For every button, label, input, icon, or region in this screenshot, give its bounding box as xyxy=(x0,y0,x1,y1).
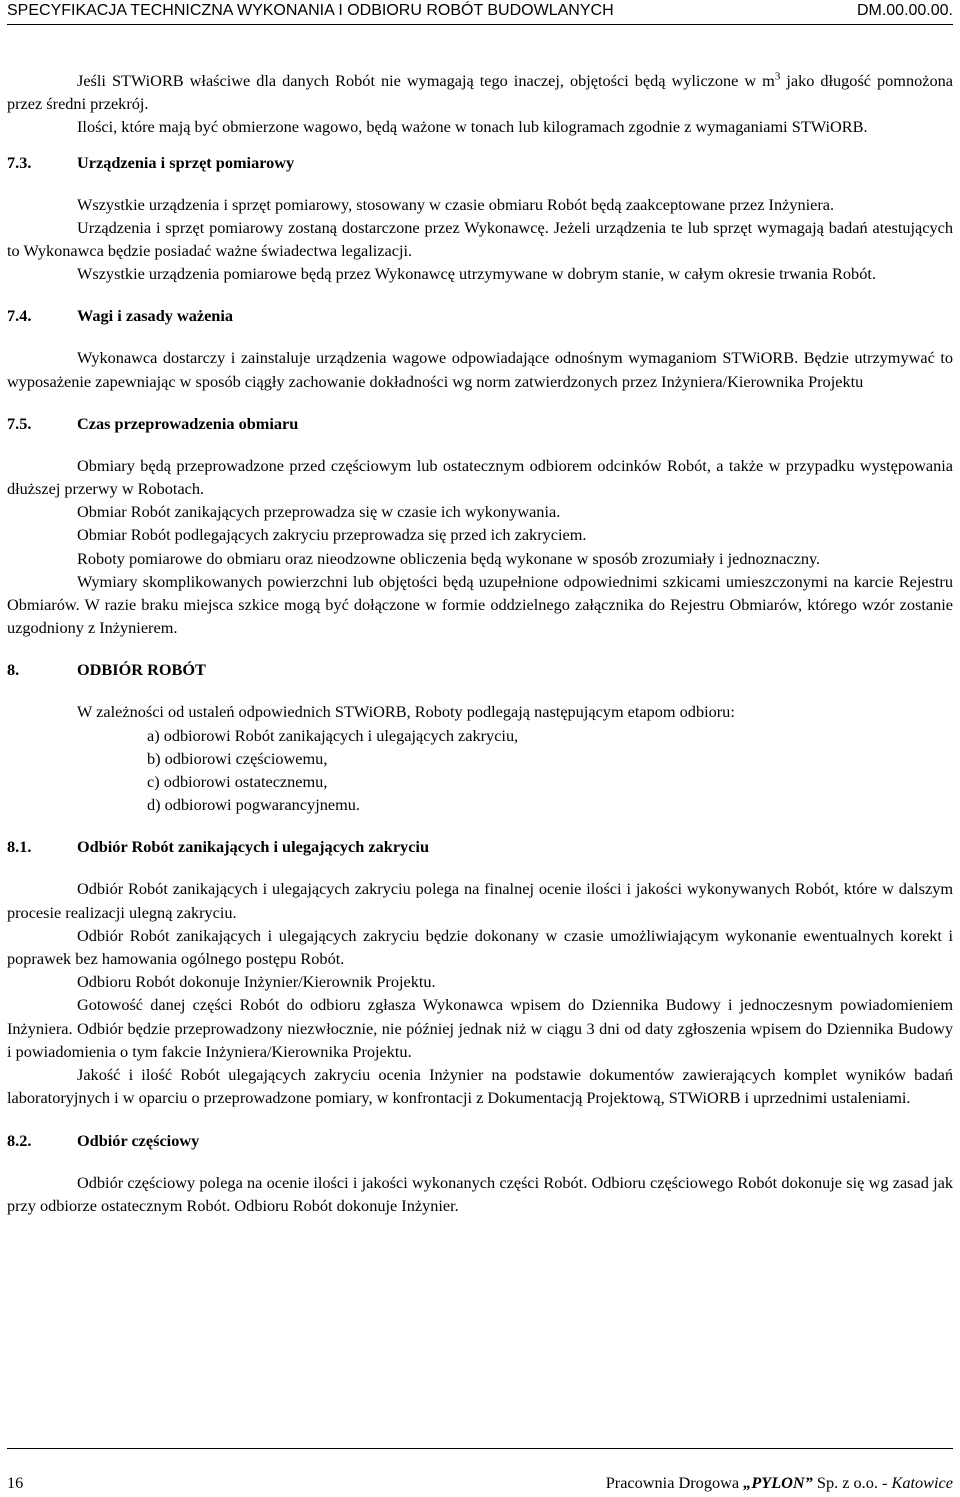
paragraph: Odbiór Robót zanikających i ulegających zakryciu będzie dokonany w czasie umożliwiającym wykonanie ewentualnych korekt i poprawek bez hamowania ogólnego postępu Robót. xyxy=(7,925,953,969)
document-code: DM.00.00.00. xyxy=(856,2,953,19)
document-title: SPECYFIKACJA TECHNICZNA WYKONANIA I ODBIORU ROBÓT BUDOWLANYCH xyxy=(7,2,614,19)
paragraph: Gotowość danej części Robót do odbioru zgłasza Wykonawca wpisem do Dziennika Budowy i jednoczesnym powiadomieniem Inżyniera. Odbiór będzie przeprowadzony niezwłocznie, nie później jednak niż w ciągu 3 dni od daty zgłoszenia wpisem do Dziennika Budowy i powiadomienia o tym fakcie Inżyniera/Kierownika Projektu. xyxy=(7,995,953,1061)
list-item: c) odbiorowi ostatecznemu, xyxy=(147,772,328,792)
paragraph: Obmiar Robót podlegających zakryciu przeprowadza się przed ich zakryciem. xyxy=(77,525,587,545)
paragraph: Ilości, które mają być obmierzone wagowo, będą ważone w tonach lub kilogramach zgodnie z wymaganiami STWiORB. xyxy=(77,117,868,137)
company-name: Pracownia Drogowa „PYLON” Sp. z o.o. - Katowice xyxy=(605,1473,953,1492)
section-heading-7-3: 7.3. Urządzenia i sprzęt pomiarowy xyxy=(7,152,295,172)
paragraph: Obmiar Robót zanikających przeprowadza się w czasie ich wykonywania. xyxy=(77,502,561,522)
section-heading-8: 8. ODBIÓR ROBÓT xyxy=(7,660,206,680)
paragraph: W zależności od ustaleń odpowiednich STWiORB, Roboty podlegają następującym etapom odbioru: xyxy=(77,702,735,722)
list-item: a) odbiorowi Robót zanikających i ulegających zakryciu, xyxy=(147,725,519,745)
paragraph: Wykonawca dostarczy i zainstaluje urządzenia wagowe odpowiadające odnośnym wymaganiom STWiORB. Będzie utrzymywać to wyposażenie zapewniając w sposób ciągły zachowanie dokładności wg norm zatwierdzonych przez Inżyniera/Kierownika Projektu xyxy=(7,348,953,391)
section-heading-7-5: 7.5. Czas przeprowadzenia obmiaru xyxy=(7,413,299,433)
paragraph: Jeśli STWiORB właściwe dla danych Robót nie wymagają tego inaczej, objętości będą wyliczone w $m^3$ jako długość pomnożona przez średni przekrój. xyxy=(7,70,953,114)
list-item: d) odbiorowi pogwarancyjnemu. xyxy=(147,795,360,815)
section-heading-8-2: 8.2. Odbiór częściowy xyxy=(7,1130,200,1150)
page-content xyxy=(7,69,953,1217)
section-heading-7-4: 7.4. Wagi i zasady ważenia xyxy=(7,306,234,326)
paragraph: Odbiór częściowy polega na ocenie ilości i jakości wykonanych części Robót. Odbioru częściowego Robót dokonuje się wg zasad jak przy odbiorze ostatecznym Robót. Odbioru Robót dokonuje Inżynier. xyxy=(7,1172,953,1215)
paragraph: Odbiór Robót zanikających i ulegających zakryciu polega na finalnej ocenie ilości i jakości wykonywanych Robót, które w dalszym procesie realizacji ulegną zakryciu. xyxy=(7,879,953,922)
paragraph: Odbioru Robót dokonuje Inżynier/Kierownik Projektu. xyxy=(77,972,436,992)
page-footer xyxy=(7,1448,953,1495)
page-number: 16 xyxy=(7,1473,24,1492)
list-item: b) odbiorowi częściowemu, xyxy=(147,748,328,768)
paragraph: Obmiary będą przeprowadzone przed częściowym lub ostatecznym odbiorem odcinków Robót, a także w przypadku występowania dłuższej przerwy w Robotach. xyxy=(7,455,953,499)
section-heading-8-1: 8.1. Odbiór Robót zanikających i ulegających zakryciu xyxy=(7,837,430,857)
paragraph: Wymiary skomplikowanych powierzchni lub objętości będą uzupełnione odpowiednimi szkicami umieszczonymi na karcie Rejestru Obmiarów. W razie braku miejsca szkice mogą być dołączone w formie oddzielnego załącznika do Rejestru Obmiarów, którego wzór zostanie uzgodniony z Inżynierem. xyxy=(7,571,953,638)
paragraph: Wszystkie urządzenia i sprzęt pomiarowy, stosowany w czasie obmiaru Robót będą zaakceptowane przez Inżyniera. xyxy=(77,194,835,214)
page-header xyxy=(7,2,953,25)
paragraph: Urządzenia i sprzęt pomiarowy zostaną dostarczone przez Wykonawcę. Jeżeli urządzenia te lub sprzęt wymagają badań atestujących to Wykonawca będzie posiadać ważne świadectwa legalizacji. xyxy=(7,217,953,261)
paragraph: Roboty pomiarowe do obmiaru oraz nieodzowne obliczenia będą wykonane w sposób zrozumiały i jednoznaczny. xyxy=(77,548,821,568)
paragraph: Wszystkie urządzenia pomiarowe będą przez Wykonawcę utrzymywane w dobrym stanie, w całym okresie trwania Robót. xyxy=(77,264,876,284)
paragraph: Jakość i ilość Robót ulegających zakryciu ocenia Inżynier na podstawie dokumentów zawierających komplet wyników badań laboratoryjnych i w oparciu o przeprowadzone pomiary, w konfrontacji z Dokumentacją Projektową, STWiORB i uprzednimi ustaleniami. xyxy=(7,1065,953,1108)
